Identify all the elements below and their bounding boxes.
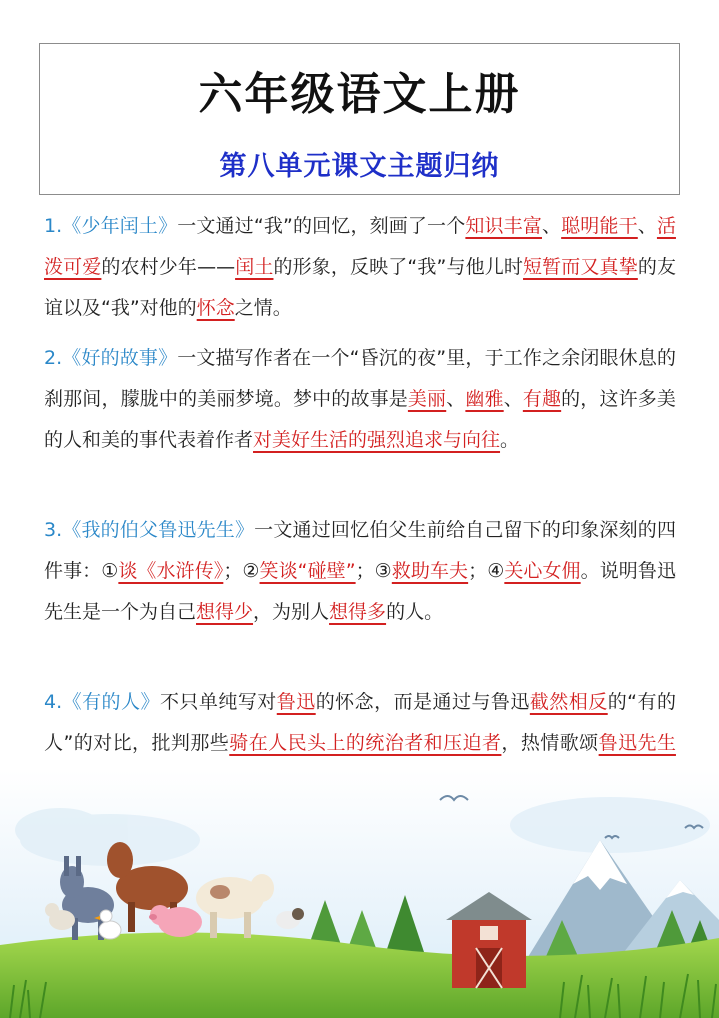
paragraph-2 — [44, 338, 676, 461]
paragraph-3 — [44, 510, 676, 633]
key-phrase: 救助车夫 — [391, 560, 469, 582]
key-phrase: 想得少 — [196, 601, 254, 623]
body-text: 一文通过回忆伯父生前给自己留下的印象深刻的四件事：① — [44, 519, 676, 582]
lesson-title: 《有的人》 — [62, 691, 160, 713]
title-box — [39, 43, 680, 195]
body-text: 。说明鲁迅先生是一个为自己 — [44, 560, 676, 623]
key-phrase: 怀念 — [196, 297, 235, 319]
key-phrase: 鲁迅 — [276, 691, 316, 713]
body-text: ，为别人 — [253, 601, 330, 623]
body-text: 、 — [446, 388, 466, 410]
paragraph-number: 1. — [44, 215, 63, 237]
key-phrase: 谈《水浒传》 — [118, 560, 224, 582]
page-subtitle: 第八单元课文主题归纳 — [219, 151, 500, 182]
key-phrase: 笑谈“碰壁” — [259, 560, 356, 582]
key-phrase: 对美好生活的强烈追求与向往 — [253, 429, 501, 451]
key-phrase: 鲁迅先生 — [598, 732, 676, 754]
key-phrase: 截然相反 — [529, 691, 608, 713]
paragraph-1 — [44, 206, 676, 329]
body-text: 的怀念，而是通过与鲁迅 — [315, 691, 530, 713]
farm-illustration — [0, 770, 719, 1018]
body-text: 的农村少年—— — [101, 256, 236, 278]
body-text: 一文描写作者在一个“昏沉的夜”里，于工作之余闭眼休息的刹那间，朦胧中的美丽梦境。梦中的故事是 — [44, 347, 676, 410]
key-phrase: 知识丰富 — [465, 215, 542, 237]
body-text: 不只单纯写对 — [159, 691, 277, 713]
key-phrase: 有趣 — [522, 388, 562, 410]
body-text: 的形象，反映了“我”与他儿时 — [273, 256, 524, 278]
paragraph-number: 3. — [44, 519, 63, 541]
body-text: ，热情歌颂 — [501, 732, 599, 754]
key-phrase: 美丽 — [407, 388, 447, 410]
key-phrase: 闰土 — [235, 256, 274, 278]
key-phrase: 关心女佣 — [504, 560, 581, 582]
page-title: 六年级语文上册 — [198, 69, 521, 120]
body-text: 、 — [542, 215, 562, 237]
body-text: 。 — [500, 429, 520, 451]
paragraph-number: 2. — [44, 347, 63, 369]
body-text: 、 — [637, 215, 657, 237]
body-text: 的“有的人”的对比，批判那些 — [44, 691, 676, 754]
body-text: 之情。 — [234, 297, 292, 319]
body-text: ；④ — [468, 560, 505, 582]
key-phrase: 短暂而又真挚 — [523, 256, 638, 278]
body-text: 的人。 — [386, 601, 444, 623]
lesson-title: 《少年闰土》 — [62, 215, 178, 237]
body-text: 的，这许多美的人和美的事代表着作者 — [44, 388, 676, 451]
body-text: ；② — [223, 560, 260, 582]
lesson-title: 《好的故事》 — [62, 347, 178, 369]
body-text: 、 — [503, 388, 523, 410]
body-text: 一文通过“我”的回忆，刻画了一个 — [177, 215, 466, 237]
key-phrase: 幽雅 — [465, 388, 504, 410]
body-text: 的友谊以及“我”对他的 — [44, 256, 676, 319]
key-phrase: 骑在人民头上的统治者和压迫者 — [229, 732, 502, 754]
body-text: ；③ — [355, 560, 392, 582]
key-phrase: 想得多 — [329, 601, 387, 623]
lesson-title: 《我的伯父鲁迅先生》 — [62, 519, 255, 541]
key-phrase: 聪明能干 — [561, 215, 638, 237]
paragraph-number: 4. — [44, 691, 63, 713]
key-phrase: 活泼可爱 — [44, 215, 676, 278]
